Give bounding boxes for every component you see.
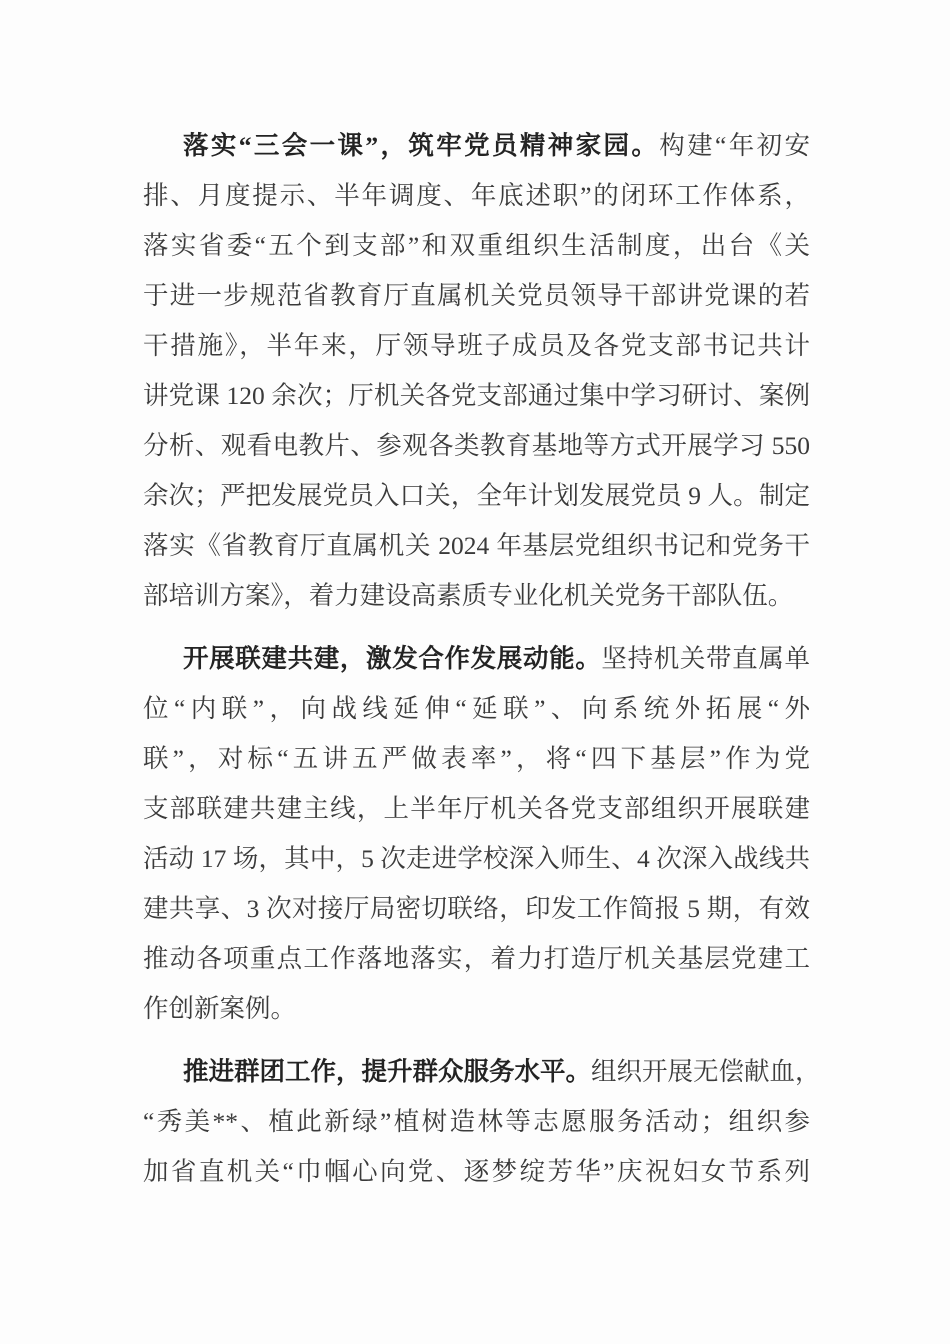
line-text: 讲党课 120 余次；厅机关各党支部通过集中学习研讨、案例	[143, 381, 810, 410]
text-line	[143, 121, 810, 171]
text-line	[143, 521, 810, 571]
paragraph-lead-bold: 开展联建共建，激发合作发展动能。	[183, 644, 602, 673]
text-line	[143, 934, 810, 984]
paragraph	[143, 1047, 821, 1197]
line-text: 联”，对标“五讲五严做表率”，将“四下基层”作为党	[143, 744, 810, 773]
line-text: 于进一步规范省教育厅直属机关党员领导干部讲党课的若	[143, 281, 810, 310]
paragraph	[143, 634, 810, 1034]
text-line	[143, 321, 810, 371]
paragraph-lead-bold: 落实“三会一课”，筑牢党员精神家园。	[183, 131, 660, 160]
line-text: 组织开展无偿献血，	[591, 1057, 821, 1086]
text-line	[143, 984, 810, 1034]
text-line	[143, 171, 810, 221]
line-text: 活动 17 场，其中，5 次走进学校深入师生、4 次深入战线共	[143, 844, 810, 873]
line-text: 构建“年初安	[659, 131, 810, 160]
text-line	[143, 421, 810, 471]
paragraph	[143, 121, 810, 621]
line-text: 余次；严把发展党员入口关，全年计划发展党员 9 人。制定	[143, 481, 810, 510]
line-text: 部培训方案》，着力建设高素质专业化机关党务干部队伍。	[143, 581, 794, 610]
line-text: 作创新案例。	[143, 994, 297, 1023]
line-text: 坚持机关带直属单	[601, 644, 810, 673]
text-line	[143, 734, 810, 784]
text-line	[143, 884, 810, 934]
line-text: 排、月度提示、半年调度、年底述职”的闭环工作体系，	[143, 181, 810, 210]
text-line	[143, 371, 810, 421]
line-text: “秀美**、植此新绿”植树造林等志愿服务活动；组织参	[143, 1107, 810, 1136]
line-text: 干措施》，半年来，厅领导班子成员及各党支部书记共计	[143, 331, 810, 360]
text-line	[143, 271, 810, 321]
text-line	[143, 1047, 821, 1097]
text-line	[143, 834, 810, 884]
line-text: 推动各项重点工作落地落实，着力打造厅机关基层党建工	[143, 944, 810, 973]
line-text: 分析、观看电教片、参观各类教育基地等方式开展学习 550	[143, 431, 810, 460]
text-line	[143, 571, 810, 621]
text-line	[143, 784, 810, 834]
text-line	[143, 684, 810, 734]
line-text: 落实《省教育厅直属机关 2024 年基层党组织书记和党务干	[143, 531, 810, 560]
line-text: 位“内联”，向战线延伸“延联”、向系统外拓展“外	[143, 694, 810, 723]
text-line	[143, 1097, 810, 1147]
text-line	[143, 1147, 810, 1197]
text-line	[143, 221, 810, 271]
document-body	[143, 121, 821, 1197]
text-line	[143, 471, 810, 521]
line-text: 加省直机关“巾帼心向党、逐梦绽芳华”庆祝妇女节系列	[143, 1157, 810, 1186]
line-text: 支部联建共建主线，上半年厅机关各党支部组织开展联建	[143, 794, 810, 823]
text-line	[143, 634, 810, 684]
line-text: 落实省委“五个到支部”和双重组织生活制度，出台《关	[143, 231, 810, 260]
paragraph-lead-bold: 推进群团工作，提升群众服务水平。	[183, 1057, 592, 1086]
line-text: 建共享、3 次对接厅局密切联络，印发工作简报 5 期，有效	[143, 894, 810, 923]
